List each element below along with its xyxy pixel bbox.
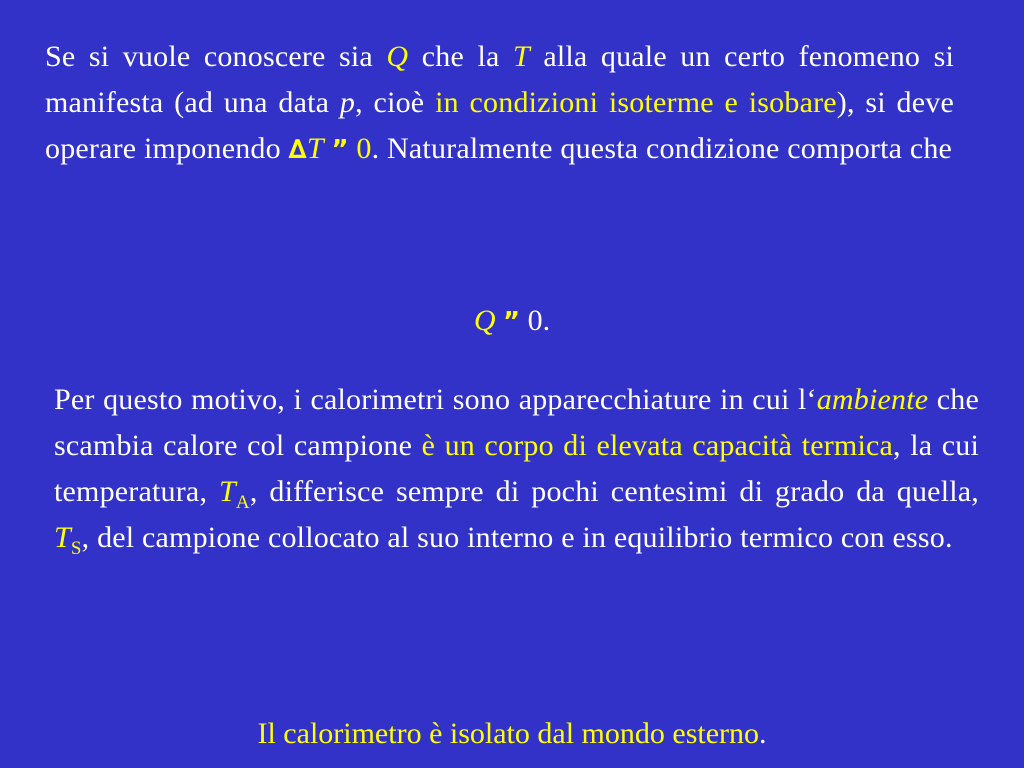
highlight-heat-capacity: è un corpo di elevata capacità termica bbox=[421, 429, 894, 462]
temperature-symbol-t: T bbox=[512, 40, 530, 73]
equation-tail: 0. bbox=[520, 304, 551, 337]
text-run: , la cui temperatura, bbox=[54, 429, 979, 508]
heat-symbol-q: Q bbox=[473, 304, 496, 337]
text-run: , cioè bbox=[355, 86, 436, 119]
highlight-isothermal-isobaric: in condizioni isoterme e isobare bbox=[435, 86, 837, 119]
closing-statement bbox=[0, 711, 1024, 757]
text-run: , del campione collocato al suo interno e in equilibrio termico con esso. bbox=[81, 521, 953, 554]
text-run: Se si vuole conoscere sia bbox=[45, 40, 387, 73]
text-run: che scambia calore col campione bbox=[54, 383, 980, 462]
subscript-a: A bbox=[235, 492, 250, 513]
temperature-symbol-ts: T bbox=[54, 521, 71, 554]
ambiente-term: ambiente bbox=[816, 383, 929, 416]
text-run: . Naturalmente questa condizione comporta che bbox=[371, 132, 953, 165]
text-run: ), si deve operare imponendo bbox=[45, 86, 954, 165]
closing-text: Il calorimetro è isolato dal mondo esterno bbox=[257, 717, 760, 750]
zero-value: 0 bbox=[348, 132, 372, 165]
text-run: che la bbox=[408, 40, 513, 73]
closing-period: . bbox=[759, 717, 767, 750]
paragraph-conditions bbox=[45, 34, 954, 173]
approx-equal-icon: ” bbox=[503, 307, 521, 337]
paragraph-calorimeters bbox=[54, 377, 979, 561]
heat-symbol-q: Q bbox=[386, 40, 409, 73]
pressure-symbol-p: p bbox=[339, 86, 356, 119]
temperature-symbol-t: T bbox=[306, 132, 324, 165]
equation-q-approx-zero bbox=[0, 298, 1024, 345]
text-run: , differisce sempre di pochi centesimi di grado da quella, bbox=[249, 475, 979, 508]
text-run: alla quale un certo fenomeno si manifesta (ad una data bbox=[45, 40, 955, 119]
subscript-s: S bbox=[70, 538, 82, 559]
delta-icon: ∆ bbox=[288, 135, 307, 165]
temperature-symbol-ta: T bbox=[219, 475, 236, 508]
text-run: Per questo motivo, i calorimetri sono apparecchiature in cui l‘ bbox=[54, 383, 817, 416]
approx-equal-icon: ” bbox=[331, 135, 349, 165]
